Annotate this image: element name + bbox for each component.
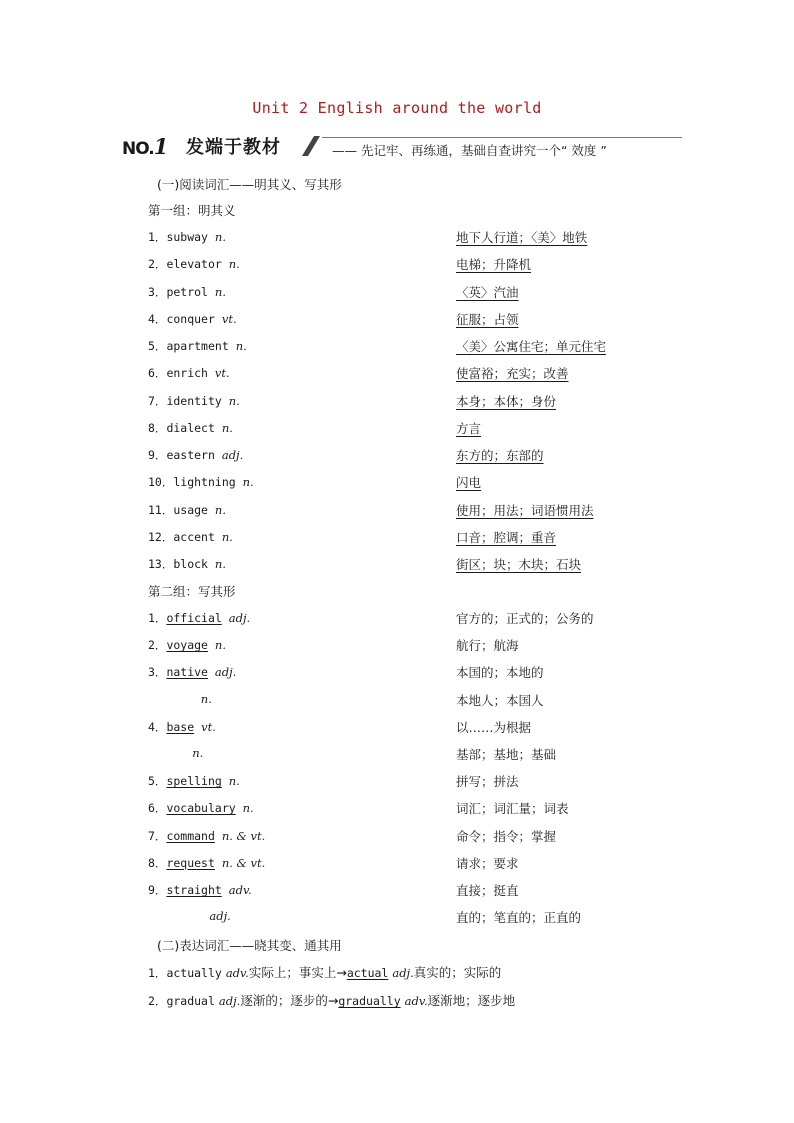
entry-meaning: 〈英〉汽油 [456, 284, 519, 300]
entry-number: 12． [148, 529, 174, 544]
entry-pos: n. [228, 257, 240, 272]
entry-pos: adv. [228, 883, 252, 897]
entry-number: 13． [148, 557, 174, 571]
entry-pos: n. [221, 420, 233, 435]
section-banner [122, 132, 682, 158]
entry-number: 5． [148, 774, 167, 789]
word-entry [148, 365, 230, 381]
word-entry [148, 256, 240, 272]
entry-word: gradual [166, 994, 215, 1008]
entry-pos: adj. [228, 611, 251, 625]
entry-meaning: 本身；本体；身份 [456, 393, 557, 409]
entry-word: request [166, 855, 215, 870]
word-entry [148, 229, 226, 245]
section1-heading: (一)阅读词汇——明其义、写其形 [157, 177, 342, 192]
word-entry [148, 338, 247, 354]
word-entry [192, 746, 203, 760]
entry-word: enrich [166, 366, 208, 381]
word-entry [148, 855, 265, 871]
entry-number: 7． [148, 393, 167, 408]
entry-pos: adj. [209, 909, 231, 924]
entry-pos: n. [235, 339, 247, 353]
entry-word: spelling [166, 774, 222, 789]
entry-word: petrol [166, 284, 208, 299]
entry-meaning: 命令；指令；掌握 [456, 828, 557, 844]
entry-meaning: 词汇；词汇量；词表 [456, 801, 569, 817]
entry-pos: n. [200, 691, 212, 706]
entry-pos: n. [214, 638, 226, 653]
entry-word: accent [173, 529, 215, 544]
entry-meaning: 请求；要求 [456, 855, 519, 871]
entry-meaning: 口音；腔调；重音 [456, 529, 557, 545]
entry-pos: vt. [214, 366, 230, 381]
expression-entry [148, 991, 515, 1009]
entry-number: 8． [148, 420, 167, 435]
entry-word: native [166, 665, 208, 680]
entry-meaning: 本国的；本地的 [456, 665, 544, 681]
entry-pos: n. [214, 284, 226, 299]
entry-number: 8． [148, 855, 167, 870]
word-entry [148, 393, 240, 409]
entry-meaning: 以……为根据 [456, 719, 532, 735]
word-entry [148, 420, 233, 436]
entry-word: dialect [166, 420, 215, 435]
entry-number: 4． [148, 311, 167, 326]
entry-pos: n. & vt. [221, 828, 266, 843]
word-entry [148, 311, 237, 327]
entry-pos: n. [228, 774, 240, 789]
entry-word: voyage [166, 638, 208, 653]
entry-meaning: 征服；占领 [456, 311, 519, 327]
entry-meaning: 拼写；拼法 [456, 774, 519, 790]
word-entry [201, 692, 212, 706]
entry-meaning: 本地人；本国人 [456, 692, 544, 708]
entry-number: 6． [148, 801, 167, 816]
entry-pos: n. & vt. [221, 855, 266, 870]
entry-meaning: 直接；挺直 [456, 883, 519, 898]
entry-meaning: 闪电 [456, 475, 482, 491]
entry-number: 2． [148, 994, 167, 1008]
derived-word: gradually [338, 994, 401, 1008]
entry-pos: n. [214, 557, 226, 571]
entry-meaning: 直的；笔直的；正直的 [456, 910, 582, 926]
entry-meaning: 地下人行道；〈美〉地铁 [456, 230, 588, 245]
word-entry [148, 447, 243, 463]
entry-number: 10． [148, 475, 174, 490]
derived-meaning: 逐渐地；逐步地 [427, 993, 516, 1008]
word-entry [148, 529, 233, 545]
word-entry [148, 664, 236, 680]
entry-number: 1． [148, 966, 167, 980]
expression-entry [148, 963, 501, 981]
entry-number: 2． [148, 257, 167, 272]
entry-word: eastern [166, 448, 215, 462]
page-title: Unit 2 English around the world [252, 99, 542, 117]
entry-number: 3． [148, 665, 167, 680]
entry-pos: n. [242, 801, 254, 816]
entry-number: 1． [148, 230, 167, 244]
slash-icon [302, 136, 322, 156]
entry-number: 7． [148, 828, 167, 843]
derived-pos: adj. [392, 966, 414, 980]
entry-pos: vt. [221, 311, 237, 326]
entry-word: lightning [173, 475, 236, 490]
section2-heading: (二)表达词汇——晓其变、通其用 [157, 938, 342, 953]
entry-meaning: 使用；用法；词语惯用法 [456, 502, 594, 518]
entry-number: 11． [148, 502, 174, 517]
entry-pos: adv. [225, 966, 249, 980]
entry-pos: adj. [221, 448, 244, 462]
banner-no-prefix: NO. [122, 139, 154, 159]
derived-pos: adv. [404, 994, 428, 1008]
entry-pos: n. [192, 746, 204, 760]
entry-word: subway [166, 230, 208, 244]
entry-meaning: 官方的；正式的；公务的 [456, 611, 594, 626]
word-entry [148, 474, 254, 490]
entry-word: actually [166, 966, 222, 980]
entry-meaning: 逐渐的；逐步的→ [240, 993, 339, 1008]
word-entry [148, 610, 250, 626]
entry-number: 1． [148, 611, 167, 625]
entry-meaning: 东方的；东部的 [456, 448, 544, 463]
word-entry [148, 800, 254, 816]
entry-word: straight [166, 883, 222, 897]
derived-word: actual [346, 966, 389, 980]
entry-pos: n. [221, 529, 233, 544]
banner-rule [322, 137, 682, 138]
word-entry [148, 637, 226, 653]
entry-meaning: 街区；块；木块；石块 [456, 557, 582, 572]
entry-pos: vt. [201, 719, 216, 734]
entry-pos: adj. [214, 665, 237, 680]
entry-word: identity [166, 393, 222, 408]
entry-word: usage [173, 502, 208, 517]
word-entry [148, 828, 265, 844]
entry-number: 3． [148, 284, 167, 299]
entry-number: 6． [148, 366, 167, 381]
entry-number: 9． [148, 448, 167, 462]
entry-word: conquer [166, 311, 215, 326]
entry-pos: n. [214, 230, 226, 244]
banner-heading: 发端于教材 [186, 137, 281, 158]
entry-number: 5． [148, 339, 167, 353]
entry-word: command [166, 828, 215, 843]
entry-word: official [166, 611, 222, 625]
word-entry [148, 284, 226, 300]
word-entry [148, 502, 226, 518]
word-entry [148, 719, 216, 735]
word-entry [148, 773, 240, 789]
entry-pos: adj. [218, 994, 241, 1008]
entry-meaning: 航行；航海 [456, 638, 519, 654]
derived-meaning: 真实的；实际的 [413, 965, 502, 980]
banner-subtitle: —— 先记牢、再练通，基础自查讲究一个“ 效度 ” [332, 143, 607, 158]
entry-meaning: 实际上；事实上→ [248, 965, 347, 980]
entry-word: base [166, 719, 195, 734]
entry-number: 2． [148, 638, 167, 653]
group2-heading: 第二组：写其形 [148, 584, 236, 599]
entry-word: apartment [166, 339, 229, 353]
entry-meaning: 方言 [456, 420, 482, 436]
entry-pos: n. [242, 475, 254, 490]
banner-no-num: 1 [153, 134, 168, 159]
entry-word: elevator [166, 257, 222, 272]
entry-pos: n. [228, 393, 240, 408]
entry-meaning: 基部；基地；基础 [456, 747, 557, 762]
entry-number: 4． [148, 719, 167, 734]
entry-number: 9． [148, 883, 167, 897]
entry-pos: n. [214, 502, 226, 517]
word-entry [209, 909, 230, 923]
word-entry [148, 882, 252, 898]
banner-number [122, 134, 167, 159]
group1-heading: 第一组：明其义 [148, 203, 236, 218]
entry-meaning: 使富裕；充实；改善 [456, 366, 569, 382]
entry-word: vocabulary [166, 801, 236, 816]
entry-meaning: 〈美〉公寓住宅；单元住宅 [456, 339, 607, 354]
entry-meaning: 电梯；升降机 [456, 257, 532, 273]
word-entry [148, 556, 226, 572]
entry-word: block [173, 557, 208, 571]
